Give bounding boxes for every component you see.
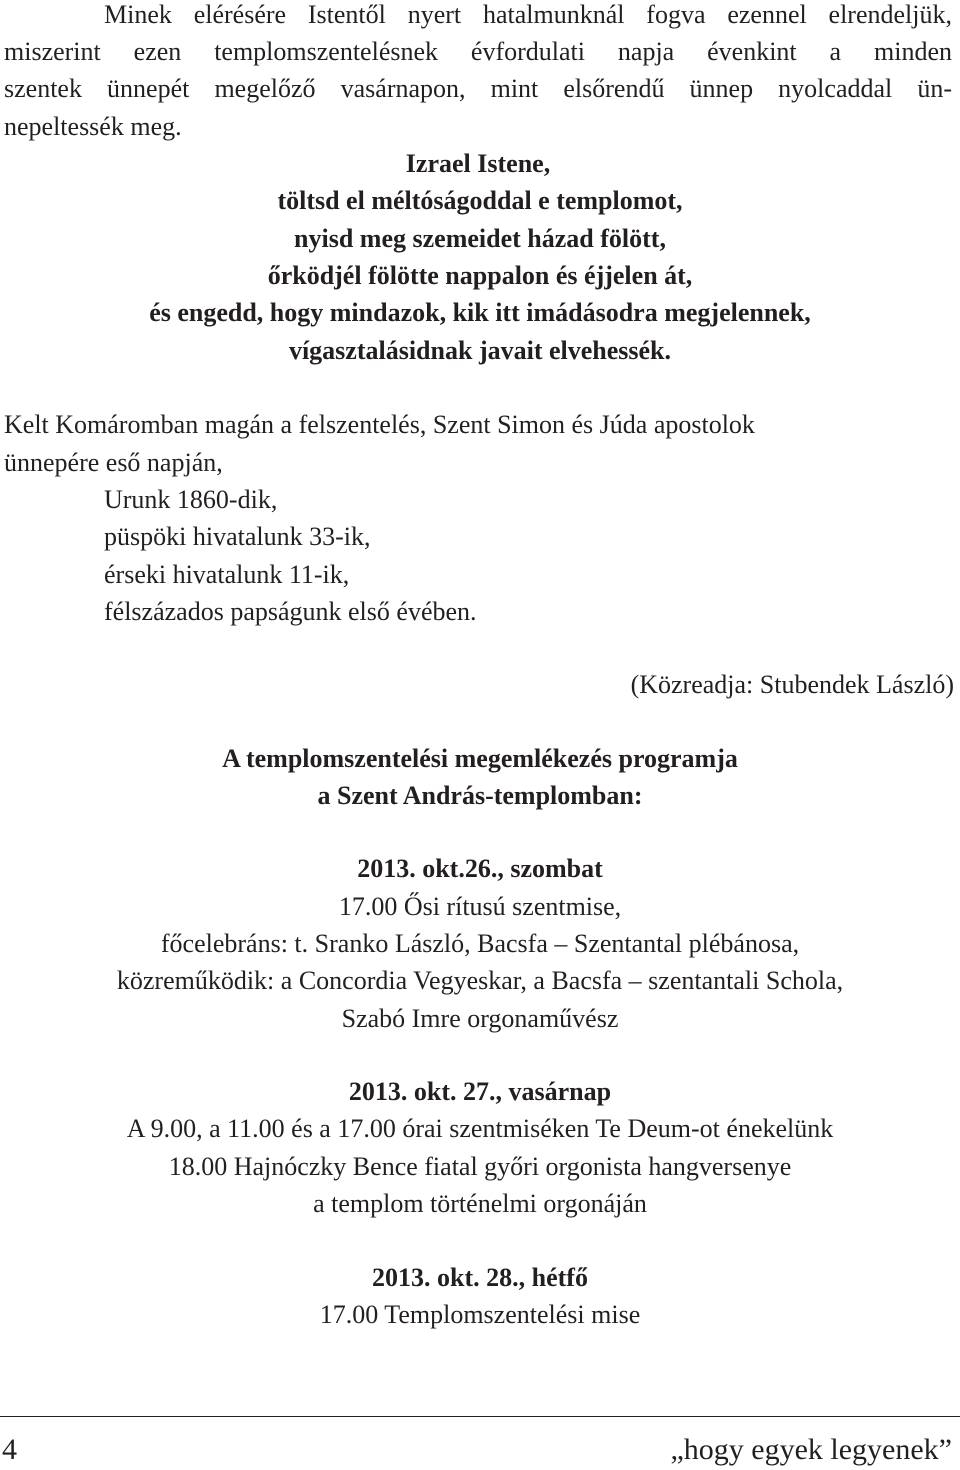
dated-line: érseki hivatalunk 11-ik, bbox=[104, 560, 350, 589]
day-heading: 2013. okt. 27., vasárnap bbox=[348, 1077, 612, 1106]
intro-line: miszerint ezen templomszentelésnek évfordulati napja évenkint a minden bbox=[4, 37, 952, 66]
program-title: A templomszentelési megemlékezés programja bbox=[222, 744, 738, 773]
running-title: „hogy egyek legyenek” bbox=[670, 1433, 952, 1466]
program-line: 17.00 Templomszentelési mise bbox=[319, 1300, 641, 1329]
program-subtitle: a Szent András-templomban: bbox=[317, 781, 643, 810]
prayer-line: töltsd el méltóságoddal e templomot, bbox=[277, 186, 683, 215]
day-heading: 2013. okt.26., szombat bbox=[357, 854, 603, 883]
program-line: A 9.00, a 11.00 és a 17.00 órai szentmiséken Te Deum-ot énekelünk bbox=[126, 1114, 834, 1143]
intro-line: szentek ünnepét megelőző vasárnapon, mint elsőrendű ünnep nyolcaddal ün- bbox=[4, 74, 952, 103]
dated-line: Urunk 1860-dik, bbox=[104, 485, 278, 514]
prayer-line: vígasztalásidnak javait elvehessék. bbox=[288, 336, 672, 365]
dated-line: Kelt Komáromban magán a felszentelés, Szent Simon és Júda apostolok bbox=[4, 410, 755, 439]
program-line: főcelebráns: t. Sranko László, Bacsfa – Szentantal plébánosa, bbox=[160, 929, 800, 958]
intro-line: nepeltessék meg. bbox=[4, 112, 182, 141]
prayer-line: és engedd, hogy mindazok, kik itt imádásodra megjelennek, bbox=[149, 298, 811, 327]
prayer-line: őrködjél fölötte nappalon és éjjelen át, bbox=[267, 261, 693, 290]
dated-line: püspöki hivatalunk 33-ik, bbox=[104, 522, 371, 551]
page-number: 4 bbox=[2, 1433, 17, 1466]
program-line: 17.00 Ősi rítusú szentmise, bbox=[338, 892, 622, 921]
program-line: Szabó Imre orgonaművész bbox=[341, 1004, 619, 1033]
footer-divider bbox=[0, 1416, 960, 1417]
credit-line: (Közreadja: Stubendek László) bbox=[630, 670, 954, 699]
prayer-line: Izrael Istene, bbox=[405, 149, 551, 178]
dated-line: ünnepére eső napján, bbox=[4, 448, 223, 477]
day-heading: 2013. okt. 28., hétfő bbox=[372, 1263, 588, 1292]
program-line: a templom történelmi orgonáján bbox=[313, 1189, 647, 1218]
intro-line: Minek elérésére Istentől nyert hatalmunknál fogva ezennel elrendeljük, bbox=[104, 0, 952, 29]
prayer-line: nyisd meg szemeidet házad fölött, bbox=[294, 224, 666, 253]
program-line: közreműködik: a Concordia Vegyeskar, a Bacsfa – szentantali Schola, bbox=[116, 966, 844, 995]
dated-line: félszázados papságunk első évében. bbox=[104, 597, 477, 626]
program-line: 18.00 Hajnóczky Bence fiatal győri orgonista hangversenye bbox=[168, 1152, 792, 1181]
